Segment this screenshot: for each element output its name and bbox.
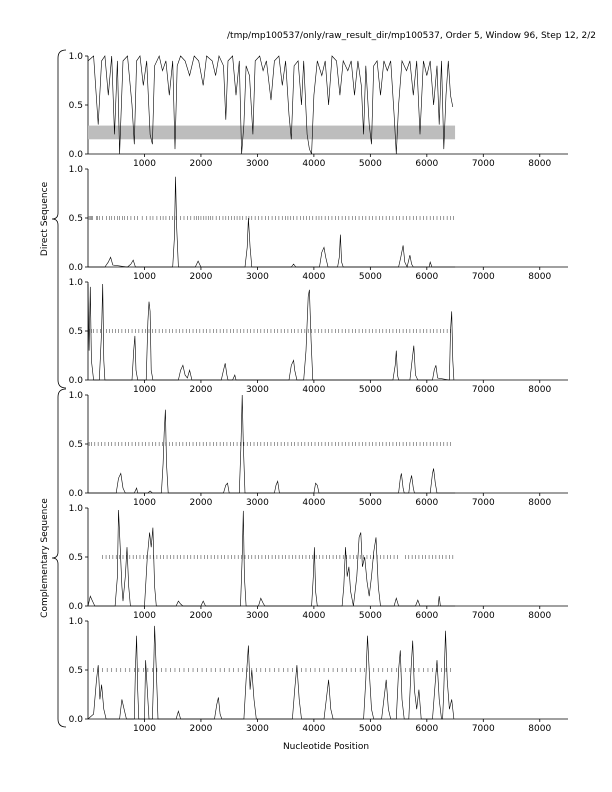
x-tick-label: 6000 xyxy=(415,724,439,734)
y-tick-label: 1.0 xyxy=(68,504,83,514)
group-brace xyxy=(52,50,66,388)
x-tick-label: 7000 xyxy=(471,159,495,169)
y-tick-label: 0.0 xyxy=(68,715,83,725)
x-tick-label: 2000 xyxy=(189,611,213,621)
panel-3 xyxy=(69,278,568,395)
series-line xyxy=(88,395,455,493)
panels-group xyxy=(69,52,568,734)
x-tick-label: 8000 xyxy=(528,385,552,395)
x-tick-label: 7000 xyxy=(471,724,495,734)
x-tick-label: 6000 xyxy=(415,385,439,395)
y-tick-label: 1.0 xyxy=(68,278,83,288)
y-tick-label: 0.0 xyxy=(68,376,83,386)
x-tick-label: 4000 xyxy=(302,159,326,169)
x-tick-label: 1000 xyxy=(133,611,156,621)
x-tick-label: 6000 xyxy=(415,611,439,621)
x-tick-label: 4000 xyxy=(302,611,326,621)
y-tick-label: 0.5 xyxy=(68,327,83,337)
panel-6 xyxy=(69,617,568,734)
y-tick-label: 0.0 xyxy=(68,263,83,273)
x-tick-label: 5000 xyxy=(358,272,382,282)
y-tick-label: 1.0 xyxy=(68,391,83,401)
x-tick-label: 3000 xyxy=(245,159,269,169)
x-tick-label: 2000 xyxy=(189,498,213,508)
group-label: Complementary Sequence xyxy=(40,498,50,618)
x-tick-label: 1000 xyxy=(133,498,156,508)
x-tick-label: 6000 xyxy=(415,272,439,282)
x-tick-label: 8000 xyxy=(528,159,552,169)
y-tick-label: 0.5 xyxy=(68,440,83,450)
group-label: Direct Sequence xyxy=(40,181,50,257)
x-tick-label: 7000 xyxy=(471,611,495,621)
x-tick-label: 2000 xyxy=(189,159,213,169)
x-tick-label: 1000 xyxy=(133,385,156,395)
y-tick-label: 0.0 xyxy=(68,150,83,160)
y-tick-label: 1.0 xyxy=(68,52,83,62)
series-line xyxy=(88,177,455,267)
y-tick-label: 0.5 xyxy=(68,666,83,676)
y-tick-label: 1.0 xyxy=(68,165,83,175)
x-tick-label: 4000 xyxy=(302,724,326,734)
group-1 xyxy=(40,50,66,388)
x-tick-label: 5000 xyxy=(358,498,382,508)
x-tick-label: 5000 xyxy=(358,611,382,621)
x-tick-label: 4000 xyxy=(302,272,326,282)
x-tick-label: 3000 xyxy=(245,272,269,282)
x-tick-label: 1000 xyxy=(133,724,156,734)
y-tick-label: 0.5 xyxy=(68,553,83,563)
panel-4 xyxy=(69,391,568,508)
panel-1 xyxy=(69,52,568,169)
y-tick-label: 0.5 xyxy=(68,214,83,224)
x-tick-label: 5000 xyxy=(358,159,382,169)
x-tick-label: 3000 xyxy=(245,498,269,508)
group-2 xyxy=(40,389,66,727)
x-tick-label: 8000 xyxy=(528,611,552,621)
x-tick-label: 1000 xyxy=(133,272,156,282)
x-tick-label: 8000 xyxy=(528,498,552,508)
x-tick-label: 8000 xyxy=(528,272,552,282)
x-tick-label: 3000 xyxy=(245,611,269,621)
x-axis-label: Nucleotide Position xyxy=(282,742,370,752)
threshold-band xyxy=(88,126,455,140)
group-labels xyxy=(40,50,66,727)
x-tick-label: 7000 xyxy=(471,272,495,282)
x-tick-label: 5000 xyxy=(358,385,382,395)
group-brace xyxy=(52,389,66,727)
x-tick-label: 4000 xyxy=(302,385,326,395)
y-tick-label: 0.5 xyxy=(68,101,83,111)
panel-5 xyxy=(69,504,568,621)
panel-2 xyxy=(69,165,568,282)
x-tick-label: 8000 xyxy=(528,724,552,734)
series-line xyxy=(88,626,454,719)
x-tick-label: 1000 xyxy=(133,159,156,169)
x-tick-label: 7000 xyxy=(471,498,495,508)
x-tick-label: 3000 xyxy=(245,385,269,395)
x-tick-label: 6000 xyxy=(415,498,439,508)
y-tick-label: 1.0 xyxy=(68,617,83,627)
y-tick-label: 0.0 xyxy=(68,602,83,612)
x-tick-label: 4000 xyxy=(302,498,326,508)
x-tick-label: 7000 xyxy=(471,385,495,395)
y-tick-label: 0.0 xyxy=(68,489,83,499)
x-tick-label: 5000 xyxy=(358,724,382,734)
x-tick-label: 2000 xyxy=(189,272,213,282)
x-tick-label: 2000 xyxy=(189,724,213,734)
x-tick-label: 2000 xyxy=(189,385,213,395)
page-title: /tmp/mp100537/only/raw_result_dir/mp100537, Order 5, Window 96, Step 12, 2/2 xyxy=(227,31,596,41)
x-tick-label: 6000 xyxy=(415,159,439,169)
x-tick-label: 3000 xyxy=(245,724,269,734)
